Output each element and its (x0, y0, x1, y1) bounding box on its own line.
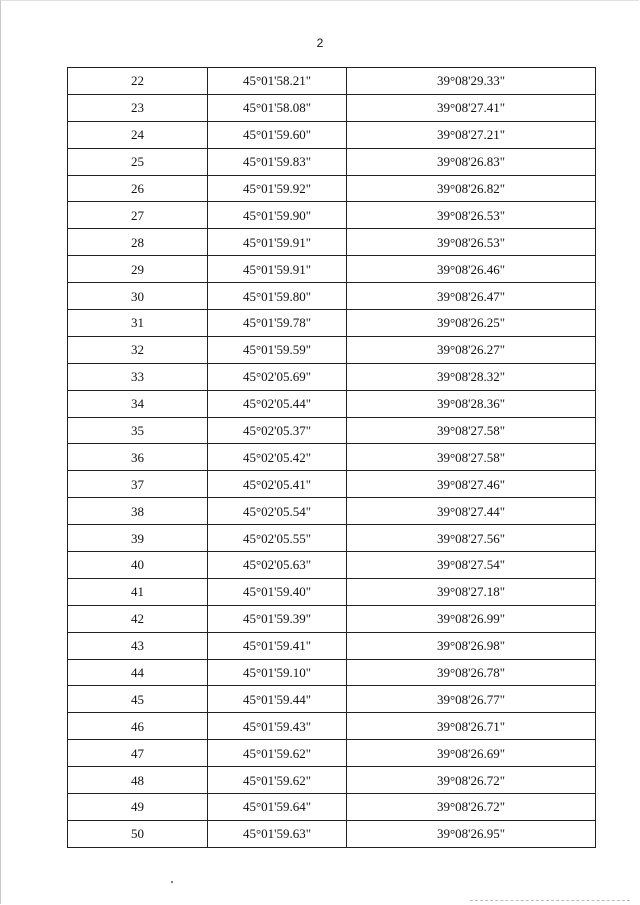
point-number-cell: 50 (68, 820, 208, 847)
latitude-cell: 45°01'59.63" (208, 820, 347, 847)
point-number-cell: 36 (68, 444, 208, 471)
latitude-cell: 45°01'59.83" (208, 148, 347, 175)
table-row (68, 229, 596, 256)
latitude-cell: 45°02'05.37" (208, 417, 347, 444)
point-number-cell: 43 (68, 632, 208, 659)
table-row (68, 121, 596, 148)
latitude-cell: 45°01'59.78" (208, 310, 347, 337)
point-number-cell: 41 (68, 578, 208, 605)
table-row (68, 686, 596, 713)
longitude-cell: 39°08'26.27" (347, 336, 596, 363)
table-row (68, 632, 596, 659)
page-number: 2 (316, 36, 324, 50)
point-number-cell: 37 (68, 471, 208, 498)
latitude-cell: 45°02'05.41" (208, 471, 347, 498)
latitude-cell: 45°01'59.62" (208, 740, 347, 767)
table-row (68, 740, 596, 767)
latitude-cell: 45°01'59.80" (208, 283, 347, 310)
table-row (68, 525, 596, 552)
latitude-cell: 45°01'58.08" (208, 94, 347, 121)
latitude-cell: 45°01'59.10" (208, 659, 347, 686)
point-number-cell: 49 (68, 794, 208, 821)
longitude-cell: 39°08'27.46" (347, 471, 596, 498)
latitude-cell: 45°01'59.60" (208, 121, 347, 148)
longitude-cell: 39°08'26.53" (347, 202, 596, 229)
table-row (68, 68, 596, 95)
latitude-cell: 45°01'59.92" (208, 175, 347, 202)
table-row (68, 336, 596, 363)
point-number-cell: 33 (68, 363, 208, 390)
longitude-cell: 39°08'26.72" (347, 794, 596, 821)
longitude-cell: 39°08'26.53" (347, 229, 596, 256)
point-number-cell: 42 (68, 605, 208, 632)
table-row (68, 471, 596, 498)
longitude-cell: 39°08'27.21" (347, 121, 596, 148)
longitude-cell: 39°08'29.33" (347, 68, 596, 95)
point-number-cell: 44 (68, 659, 208, 686)
longitude-cell: 39°08'27.44" (347, 498, 596, 525)
table-row (68, 605, 596, 632)
longitude-cell: 39°08'26.78" (347, 659, 596, 686)
table-row (68, 417, 596, 444)
table-row (68, 148, 596, 175)
table-row (68, 713, 596, 740)
latitude-cell: 45°02'05.42" (208, 444, 347, 471)
longitude-cell: 39°08'27.58" (347, 417, 596, 444)
table-row (68, 202, 596, 229)
latitude-cell: 45°01'59.90" (208, 202, 347, 229)
point-number-cell: 38 (68, 498, 208, 525)
longitude-cell: 39°08'27.18" (347, 578, 596, 605)
point-number-cell: 26 (68, 175, 208, 202)
table-row (68, 390, 596, 417)
coordinates-table (67, 67, 596, 848)
point-number-cell: 30 (68, 283, 208, 310)
longitude-cell: 39°08'26.77" (347, 686, 596, 713)
latitude-cell: 45°01'58.21" (208, 68, 347, 95)
longitude-cell: 39°08'28.36" (347, 390, 596, 417)
point-number-cell: 40 (68, 552, 208, 579)
table-row (68, 767, 596, 794)
latitude-cell: 45°01'59.62" (208, 767, 347, 794)
point-number-cell: 35 (68, 417, 208, 444)
latitude-cell: 45°02'05.69" (208, 363, 347, 390)
point-number-cell: 24 (68, 121, 208, 148)
table-row (68, 659, 596, 686)
point-number-cell: 29 (68, 256, 208, 283)
table-row (68, 256, 596, 283)
table-row (68, 578, 596, 605)
point-number-cell: 28 (68, 229, 208, 256)
table-row (68, 444, 596, 471)
point-number-cell: 22 (68, 68, 208, 95)
table-row (68, 363, 596, 390)
longitude-cell: 39°08'27.41" (347, 94, 596, 121)
point-number-cell: 46 (68, 713, 208, 740)
scan-speck (171, 881, 173, 883)
longitude-cell: 39°08'27.54" (347, 552, 596, 579)
longitude-cell: 39°08'28.32" (347, 363, 596, 390)
latitude-cell: 45°01'59.41" (208, 632, 347, 659)
longitude-cell: 39°08'26.82" (347, 175, 596, 202)
point-number-cell: 27 (68, 202, 208, 229)
scan-edge-line (470, 900, 630, 901)
point-number-cell: 48 (68, 767, 208, 794)
latitude-cell: 45°01'59.43" (208, 713, 347, 740)
longitude-cell: 39°08'26.98" (347, 632, 596, 659)
table-row (68, 175, 596, 202)
latitude-cell: 45°02'05.55" (208, 525, 347, 552)
longitude-cell: 39°08'26.95" (347, 820, 596, 847)
table-row (68, 94, 596, 121)
longitude-cell: 39°08'26.25" (347, 310, 596, 337)
longitude-cell: 39°08'27.56" (347, 525, 596, 552)
table-row (68, 283, 596, 310)
latitude-cell: 45°01'59.39" (208, 605, 347, 632)
longitude-cell: 39°08'26.69" (347, 740, 596, 767)
longitude-cell: 39°08'26.47" (347, 283, 596, 310)
point-number-cell: 39 (68, 525, 208, 552)
table-row (68, 310, 596, 337)
longitude-cell: 39°08'26.71" (347, 713, 596, 740)
point-number-cell: 25 (68, 148, 208, 175)
longitude-cell: 39°08'26.83" (347, 148, 596, 175)
table-row (68, 498, 596, 525)
latitude-cell: 45°01'59.91" (208, 229, 347, 256)
point-number-cell: 32 (68, 336, 208, 363)
table-row (68, 552, 596, 579)
longitude-cell: 39°08'26.46" (347, 256, 596, 283)
table-row (68, 820, 596, 847)
latitude-cell: 45°01'59.59" (208, 336, 347, 363)
point-number-cell: 23 (68, 94, 208, 121)
latitude-cell: 45°02'05.63" (208, 552, 347, 579)
latitude-cell: 45°01'59.64" (208, 794, 347, 821)
latitude-cell: 45°01'59.40" (208, 578, 347, 605)
point-number-cell: 45 (68, 686, 208, 713)
longitude-cell: 39°08'26.72" (347, 767, 596, 794)
latitude-cell: 45°02'05.44" (208, 390, 347, 417)
table-row (68, 794, 596, 821)
longitude-cell: 39°08'26.99" (347, 605, 596, 632)
longitude-cell: 39°08'27.58" (347, 444, 596, 471)
point-number-cell: 47 (68, 740, 208, 767)
point-number-cell: 34 (68, 390, 208, 417)
coordinates-table-body (68, 68, 596, 848)
latitude-cell: 45°02'05.54" (208, 498, 347, 525)
latitude-cell: 45°01'59.91" (208, 256, 347, 283)
latitude-cell: 45°01'59.44" (208, 686, 347, 713)
point-number-cell: 31 (68, 310, 208, 337)
